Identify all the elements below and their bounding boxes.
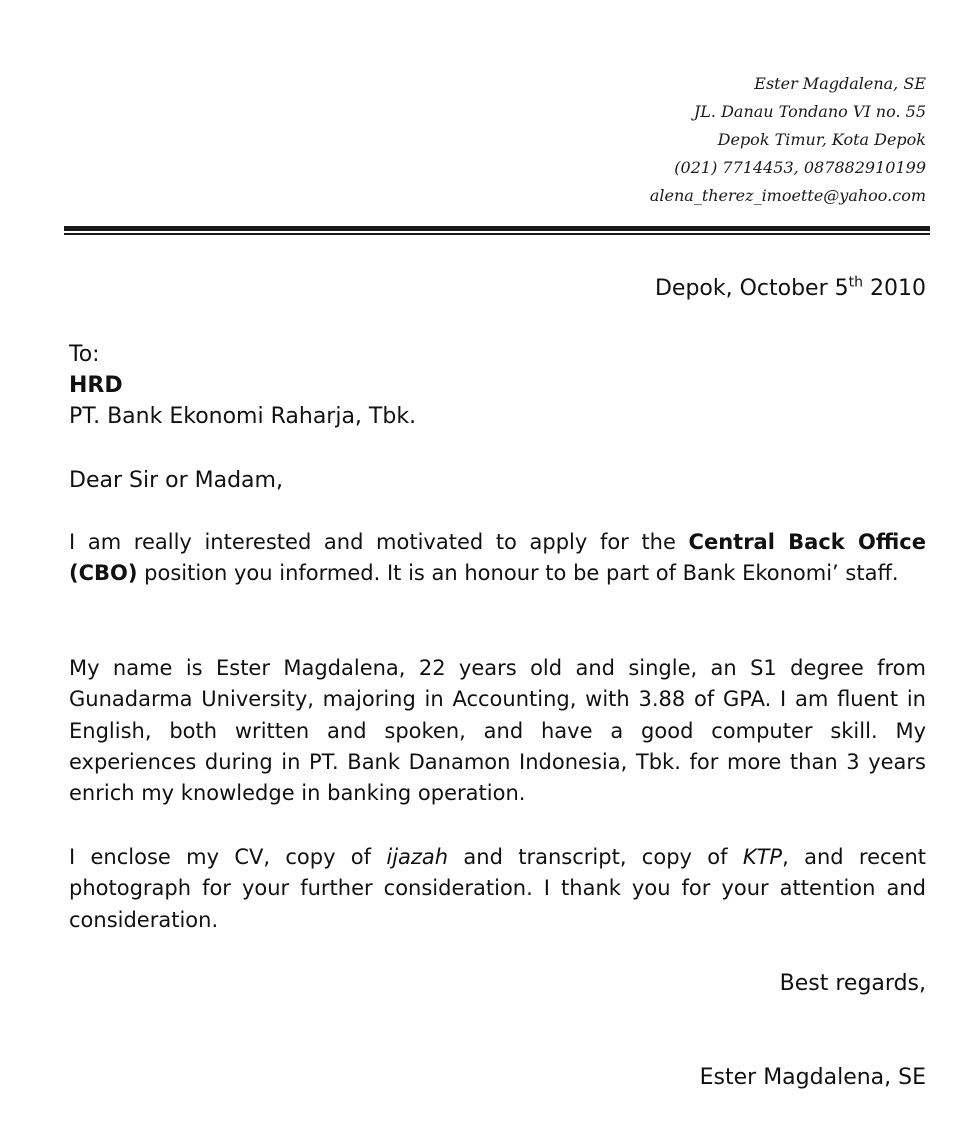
closing: Best regards, — [779, 971, 926, 996]
date-prefix: Depok, October 5 — [654, 276, 849, 301]
paragraph-intro — [69, 527, 926, 590]
sender-address-line2: Depok Timur, Kota Depok — [717, 130, 926, 149]
recipient-block — [69, 339, 416, 432]
date-ordinal: th — [848, 274, 864, 291]
paragraph-profile: My name is Ester Magdalena, 22 years old and single, an S1 degree from Gunadarma University, majoring in Accounting, with 3.88 of GPA. I am fluent in English, both written and spoken, and have a good computer skill. My experiences during in PT. Bank Danamon Indonesia, Tbk. for more than 3 years enrich my knowledge in banking operation. — [69, 656, 926, 806]
paragraph-intro-text-b: position you informed. It is an honour to be part of Bank Ekonomi’ staff. — [137, 561, 899, 586]
paragraph-enclosures — [69, 842, 926, 936]
paragraph-enclosures-text-b: and transcript, copy of — [448, 845, 743, 869]
sender-name: Ester Magdalena, SE — [754, 74, 926, 93]
letter-date — [655, 274, 926, 304]
recipient-department: HRD — [69, 373, 123, 398]
paragraph-enclosures-text-c: , and recent photograph for your further consideration. I thank you for your attention and consideration. — [69, 845, 927, 932]
header-divider-thick — [64, 226, 930, 231]
sender-email: alena_therez_imoette@yahoo.com — [649, 186, 926, 205]
term-ijazah: ijazah — [386, 845, 449, 869]
position-title: Central Back Office (CBO) — [69, 530, 926, 586]
signature-name: Ester Magdalena, SE — [699, 1065, 926, 1090]
sender-phone: (021) 7714453, 087882910199 — [674, 158, 926, 177]
header-divider-thin — [64, 233, 930, 235]
sender-block — [650, 70, 926, 210]
salutation: Dear Sir or Madam, — [69, 468, 283, 493]
sender-address-line1: JL. Danau Tondano VI no. 55 — [693, 102, 926, 121]
paragraph-intro-text-a: I am really interested and motivated to apply for the — [69, 530, 689, 554]
recipient-company: PT. Bank Ekonomi Raharja, Tbk. — [69, 404, 417, 429]
term-ktp: KTP — [742, 845, 783, 869]
date-year: 2010 — [863, 276, 926, 301]
paragraph-enclosures-text-a: I enclose my CV, copy of — [69, 845, 387, 869]
recipient-to-label: To: — [69, 342, 100, 367]
